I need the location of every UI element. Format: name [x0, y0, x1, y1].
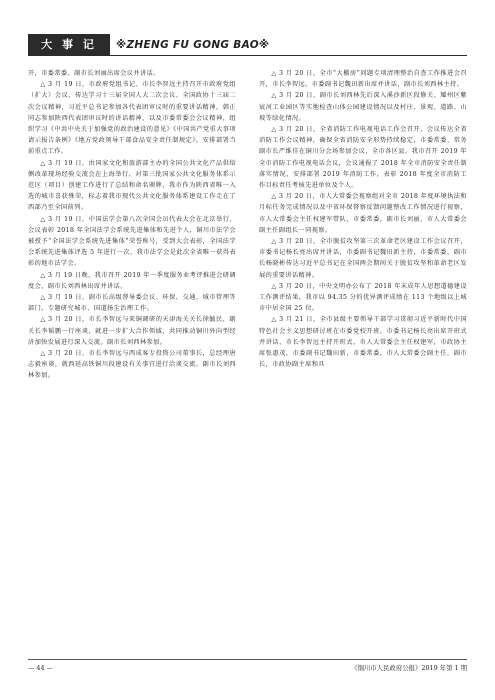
paragraph: △ 3 月 20 日，市长李智远与来铜调研的天津海关关长徐毓民，副关长李韬鹏一行座谈，就进一步扩大合作领域，共同推动铜川外向型经济加快发展进行深入交流。副市长刘西林参加。 [28, 316, 236, 346]
paragraph: △ 3 月 19 日，由国家文化和旅游部主办的全国公共文化产品供给侧改革现场经验交流会在上海举行，对第三批国家公共文化服务体系示范区（项目）创建工作进行了总结和命名颁牌，我市作为陕西省唯一入选的城市喜获殊荣，标志着我市现代公共文化服务体系建设工作走在了西部乃至全国前列。 [28, 159, 236, 212]
paragraph: △ 3 月 20 日，全市“大棚房”问题专项清理整治自查工作推进会召开，市长李智远，市委副书记魏田新出席并讲话，副市长刘西林主持。 [259, 70, 467, 89]
paragraph: 开，市委常委、副市长刘丽出席会议并讲话。 [28, 70, 160, 77]
paragraph: △ 3 月 20 日，市人大常委会视察组对全市 2018 年度环境执法和月标任务完成情况以及中省环保督察反馈问题整改工作情况进行视察，市人大常委会主任权建军带队，市委常委，副市长刘丽，市人大常委会副主任副组长一同视察。 [259, 193, 467, 234]
publication-name: 《铜川市人民政府公报》2019 年第 1 期 [351, 664, 467, 672]
page-number: — 44 — [28, 664, 53, 672]
paragraph: △ 3 月 21 日，全市县级主要领导干部学习贯彻习近平新时代中国特色社会主义思想研讨班在市委党校开班，市委书记杨长亮出席开班式并讲话，市长李智远主持开班式，市人大常委会主任权建军，市政协主席张惠茂，市委副书记魏田新，市委常委，市人大常委会副主任，副市长，市政协副主席和具 [259, 316, 467, 369]
paragraph: △ 3 月 20 日，副市长刘西林先后深入溪沙新区段修关、耀州区紫宸河工业园区等实地检查山体公园建设情况以及村庄、景观、道路、山坡等绿化情况。 [259, 92, 467, 122]
right-column [259, 68, 467, 638]
paragraph: △ 3 月 20 日，市长李智远与西成客专投资公司董事长，总经理唐志毅座谈，就西延高铁铜川段建设有关事宜进行洽谈交流。副市长刘西林参加。 [28, 350, 236, 380]
paragraph: △ 3 月 19 日晚，我市召开 2019 年一季度服务业考评推进会研调度会，副市长刘西林出席并讲话。 [28, 271, 236, 290]
paragraph: △ 3 月 20 日，全省消防工作电视电话工作会召开，会议传达全省消防工作会议精神，确保全省消防安全形势持续稳定，市委常委、常务副市长严维佳在铜川分会场参加会议，全市各区县。我市召开 2019 年全市消防工作电视电话会议，会议通报了 2018 年全市消防安全责任制落实情况，安排部署 2019 年消防工作，表彰 2018 年度全市消防工作目标责任考核先进单位及个人。 [259, 126, 467, 190]
header-rule [110, 55, 467, 56]
paragraph: △ 3 月 19 日，中国法学会第八次全国会员代表大会在北京举行，会议表彰 2018 年全国法学会系统先进集体和先进个人，铜川市法学会被授予“全国法学会系统先进集体”荣誉称号，受到大会表彰，全国法学会系统先进集体评选 5 年进行一次，我市法学会是此次全省唯一获得表彰的地市法学会。 [28, 215, 236, 268]
paragraph: △ 3 月 19 日，副市长高级督导委会议、环保、交通、城市管理等部门，专题研究城市、国道扬尘治理工作。 [28, 294, 236, 313]
page-footer [28, 659, 467, 676]
paragraph: △ 3 月 20 日，全市脱贫攻坚第三次革命老区建设工作会议召开，市委书记杨长亮出席并讲话，市委副书记魏田新主持，市委常委，副市长杨晓彬传达习近平总书记在全国两会期间关于脱贫攻坚和革命老区发展的重要讲话精神。 [259, 238, 467, 279]
section-title: 大 事 记 [28, 34, 110, 56]
paragraph: △ 3 月 20 日，中央文明办公布了 2018 年末成年人思想道德建设工作测评结果，我市以 94.35 分的优异测评成绩在 113 个地级以上城市中居全国 25 位。 [259, 282, 467, 313]
paragraph: △ 3 月 19 日，市政府党组书记、市长李智远主持召开市政府党组（扩大）会议，传达学习十三届全国人大二次会议、全国政协十三届二次会议精神，习近平总书记参加各代表团审议时的重要讲话精神，韩正同志参加陕西代表团审议时的讲话精神，以及市委常委会会议精神，组织学习《中共中央关于加强党的政治建设的意见》《中国共产党重大事项请示报告条例》《地方党政领导干部食品安全责任制规定》，安排部署当前重点工作。 [28, 81, 236, 156]
left-column [28, 68, 236, 638]
header-subtitle: ※ZHENG FU GONG BAO※ [116, 39, 270, 51]
page-header [28, 34, 467, 56]
